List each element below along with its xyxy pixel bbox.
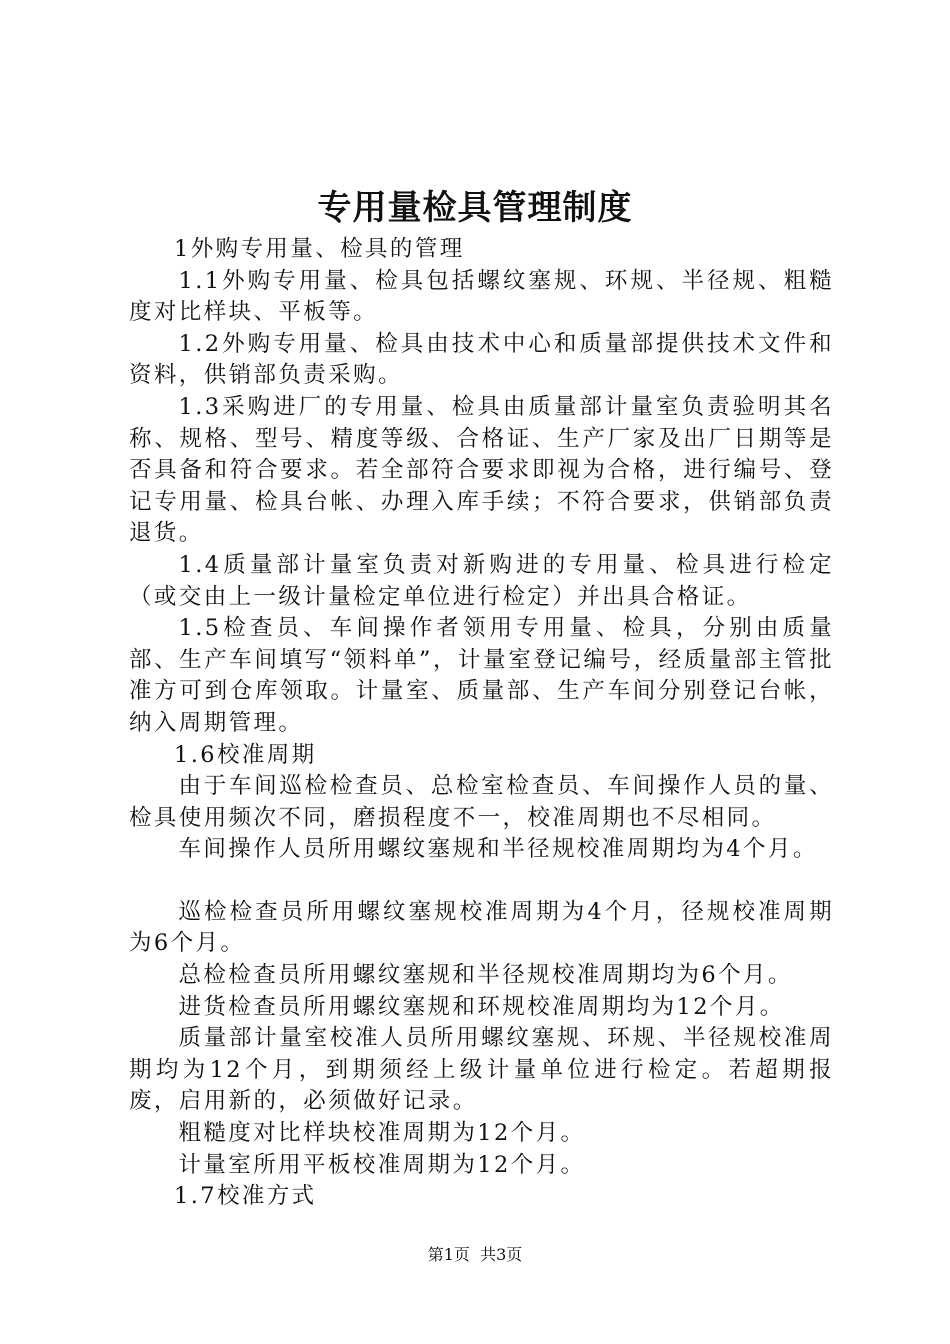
paragraph-plate-period: 计量室所用平板校准周期为12个月。 [178, 1151, 586, 1178]
paragraph-1-3: 1.3采购进厂的专用量、检具由质量部计量室负责验明其名称、规格、型号、精度等级、合格证、生产厂家及出厂日期等是否具备和符合要求。若全部符合要求即视为合格，进行编号、登记专用量、检具台帐、办理入库手续；不符合要求，供销部负责退货。 [129, 393, 834, 547]
paragraph-1-4: 1.4质量部计量室负责对新购进的专用量、检具进行检定（或交由上一级计量检定单位进行检定）并出具合格证。 [129, 551, 834, 610]
document-body [129, 234, 834, 1213]
document-title: 专用量检具管理制度 [317, 188, 633, 228]
page-number: 第1页 共3页 [427, 1245, 523, 1264]
paragraph-operator-period: 车间操作人员所用螺纹塞规和半径规校准周期均为4个月。 [178, 836, 818, 863]
paragraph-incoming-inspector-period: 进货检查员所用螺纹塞规和环规校准周期均为12个月。 [178, 993, 785, 1020]
section-heading-1: 1外购专用量、检具的管理 [174, 236, 465, 262]
paragraph-final-inspector-period: 总检检查员所用螺纹塞规和半径规校准周期均为6个月。 [178, 962, 793, 989]
paragraph-1-1: 1.1外购专用量、检具包括螺纹塞规、环规、半径规、粗糙度对比样块、平板等。 [129, 267, 834, 326]
paragraph-1-2: 1.2外购专用量、检具由技术中心和质量部提供技术文件和资料，供销部负责采购。 [129, 330, 834, 389]
paragraph-1-5: 1.5检查员、车间操作者领用专用量、检具，分别由质量部、生产车间填写“领料单”，计量室登记编号，经质量部主管批准方可到仓库领取。计量室、质量部、生产车间分别登记台帐，纳入周期管理。 [129, 615, 834, 736]
paragraph-calibration-intro: 由于车间巡检检查员、总检室检查员、车间操作人员的量、检具使用频次不同，磨损程度不一，校准周期也不尽相同。 [129, 773, 834, 831]
paragraph-patrol-period: 巡检检查员所用螺纹塞规校准周期为4个月，径规校准周期为6个月。 [129, 898, 834, 957]
section-heading-1-6: 1.6校准周期 [174, 741, 317, 768]
paragraph-roughness-period: 粗糙度对比样块校准周期为12个月。 [178, 1120, 586, 1147]
section-heading-1-7: 1.7校准方式 [174, 1183, 317, 1210]
page-footer [0, 1244, 950, 1266]
paragraph-metrology-period: 质量部计量室校准人员所用螺纹塞规、环规、半径规校准周期均为12个月，到期须经上级计量单位进行检定。若超期报废，启用新的，必须做好记录。 [129, 1025, 834, 1115]
